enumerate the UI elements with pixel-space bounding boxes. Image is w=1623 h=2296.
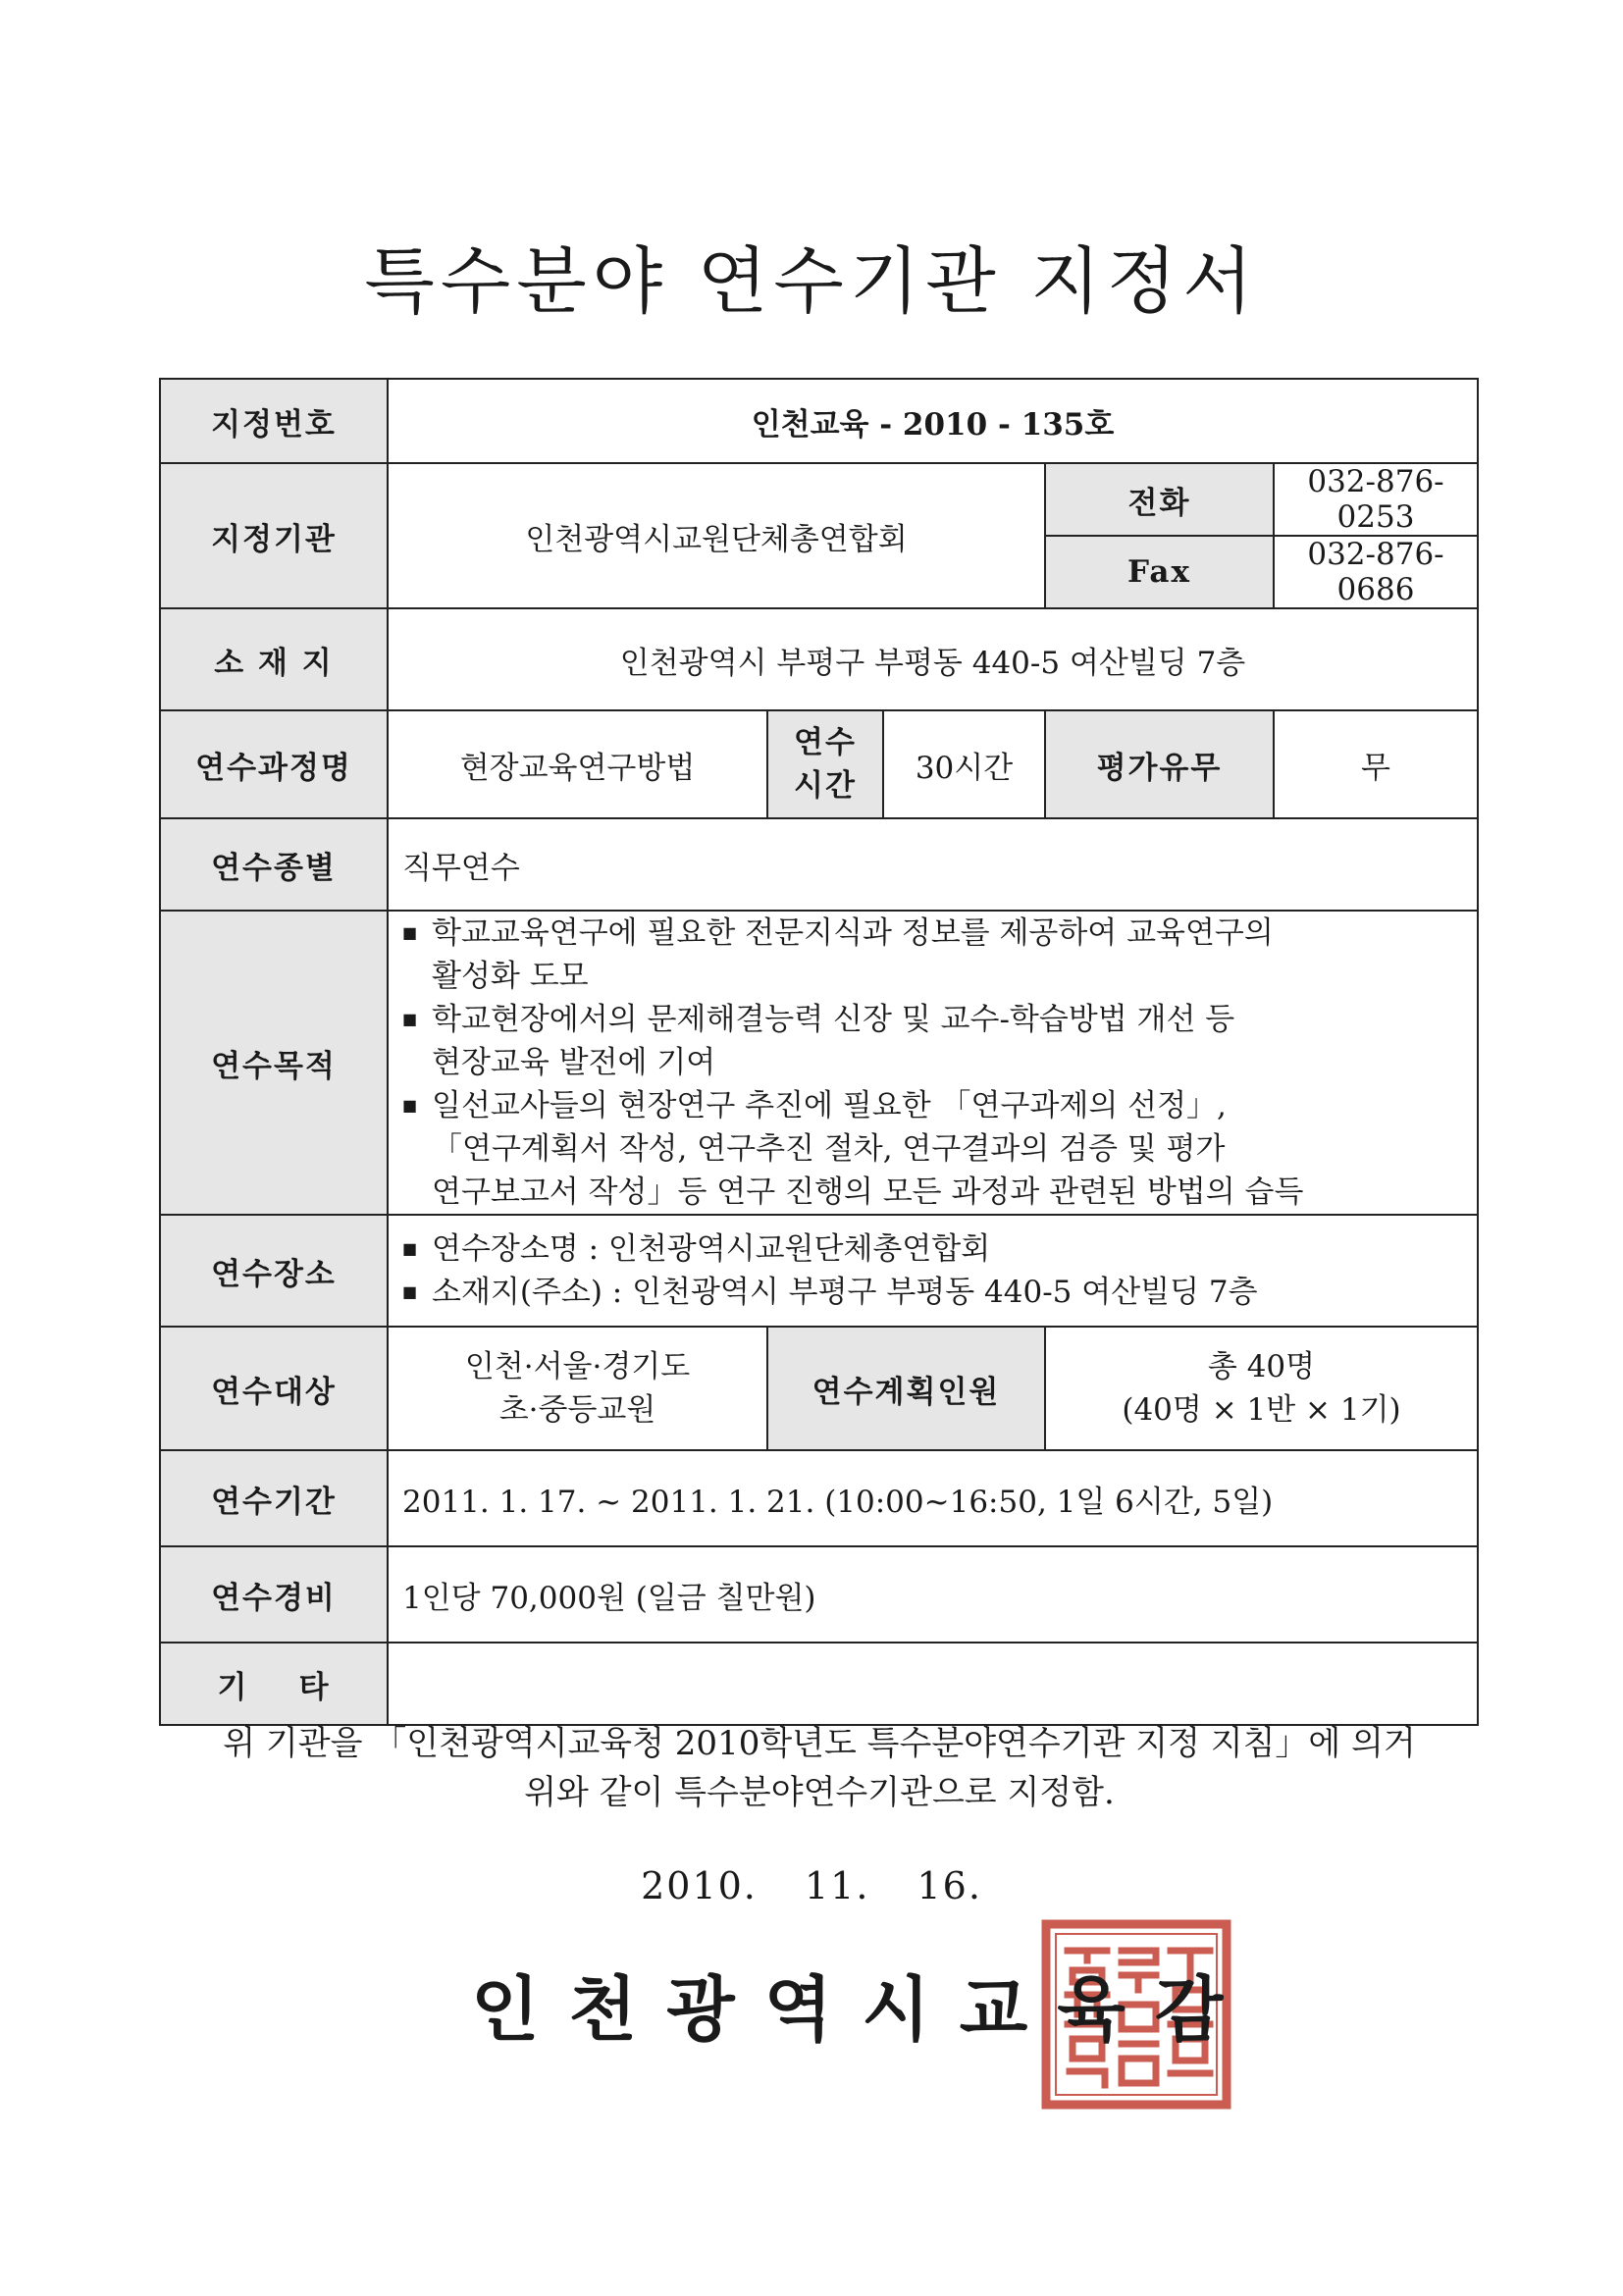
row-period bbox=[160, 1450, 1478, 1546]
purpose-item-2 bbox=[402, 998, 1471, 1084]
venue-item-address: ■ 소재지(주소) : 인천광역시 부평구 부평동 440-5 여산빌딩 7층 bbox=[402, 1271, 1471, 1314]
label-type: 연수종별 bbox=[160, 818, 388, 911]
value-hours: 30시간 bbox=[883, 710, 1045, 818]
purpose-item-3-line-1: ■ 일선교사들의 현장연구 추진에 필요한 「연구과제의 선정」, bbox=[432, 1088, 1227, 1123]
issue-date: 2010. 11. 16. bbox=[641, 1864, 982, 1907]
value-cost: 1인당 70,000원 (일금 칠만원) bbox=[388, 1546, 1478, 1643]
label-course: 연수과정명 bbox=[160, 710, 388, 818]
value-address: 인천광역시 부평구 부평동 440-5 여산빌딩 7층 bbox=[388, 608, 1478, 710]
row-institution bbox=[160, 463, 1478, 536]
value-target-line-2: 초·중등교원 bbox=[498, 1392, 656, 1428]
value-designation-no: 인천교육 - 2010 - 135호 bbox=[388, 379, 1478, 463]
value-type: 직무연수 bbox=[388, 818, 1478, 911]
purpose-item-1 bbox=[402, 912, 1471, 998]
label-hours-line1: 연수 bbox=[794, 725, 857, 760]
designation-statement bbox=[157, 1719, 1482, 1817]
label-hours-line2: 시간 bbox=[794, 768, 857, 804]
value-phone: 032-876-0253 bbox=[1274, 463, 1478, 536]
row-type bbox=[160, 818, 1478, 911]
purpose-item-3 bbox=[402, 1084, 1471, 1214]
row-target bbox=[160, 1327, 1478, 1450]
value-target-line-1: 인천·서울·경기도 bbox=[464, 1349, 691, 1384]
value-fax: 032-876-0686 bbox=[1274, 536, 1478, 608]
row-purpose bbox=[160, 911, 1478, 1215]
label-target: 연수대상 bbox=[160, 1327, 388, 1450]
label-purpose: 연수목적 bbox=[160, 911, 388, 1215]
value-target bbox=[388, 1327, 767, 1450]
statement-line-2: 위와 같이 특수분야연수기관으로 지정함. bbox=[524, 1773, 1115, 1812]
purpose-item-2-line-1: ■ 학교현장에서의 문제해결능력 신장 및 교수-학습방법 개선 등 bbox=[432, 1002, 1235, 1037]
label-address: 소 재 지 bbox=[160, 608, 388, 710]
label-planned: 연수계획인원 bbox=[767, 1327, 1045, 1450]
label-cost: 연수경비 bbox=[160, 1546, 388, 1643]
purpose-item-3-line-3: 연구보고서 작성」등 연구 진행의 모든 과정과 관련된 방법의 습득 bbox=[432, 1174, 1304, 1210]
value-purpose bbox=[388, 911, 1478, 1215]
row-address bbox=[160, 608, 1478, 710]
value-other bbox=[388, 1643, 1478, 1725]
row-venue bbox=[160, 1215, 1478, 1327]
purpose-item-3-line-2: 「연구계획서 작성, 연구추진 절차, 연구결과의 검증 및 평가 bbox=[432, 1131, 1226, 1167]
label-eval: 평가유무 bbox=[1045, 710, 1274, 818]
row-designation-no bbox=[160, 379, 1478, 463]
row-cost bbox=[160, 1546, 1478, 1643]
label-designation-no: 지정번호 bbox=[160, 379, 388, 463]
purpose-item-1-line-2: 활성화 도모 bbox=[432, 959, 589, 994]
value-eval: 무 bbox=[1274, 710, 1478, 818]
document-title: 특수분야 연수기관 지정서 bbox=[364, 239, 1259, 324]
label-phone: 전화 bbox=[1045, 463, 1274, 536]
label-institution: 지정기관 bbox=[160, 463, 388, 608]
value-planned-line-2: (40명 × 1반 × 1기) bbox=[1122, 1392, 1401, 1428]
row-other bbox=[160, 1643, 1478, 1725]
label-other: 기 타 bbox=[160, 1643, 388, 1725]
purpose-item-1-line-1: ■ 학교교육연구에 필요한 전문지식과 정보를 제공하여 교육연구의 bbox=[432, 915, 1274, 951]
venue-list bbox=[389, 1227, 1477, 1314]
designation-form-table bbox=[159, 378, 1479, 1726]
label-fax: Fax bbox=[1045, 536, 1274, 608]
purpose-list bbox=[389, 912, 1477, 1214]
purpose-item-2-line-2: 현장교육 발전에 기여 bbox=[432, 1045, 716, 1080]
value-period: 2011. 1. 17. ~ 2011. 1. 21. (10:00~16:50, 1일 6시간, 5일) bbox=[388, 1450, 1478, 1546]
label-venue: 연수장소 bbox=[160, 1215, 388, 1327]
venue-item-name: ■ 연수장소명 : 인천광역시교원단체총연합회 bbox=[402, 1227, 1471, 1271]
value-institution: 인천광역시교원단체총연합회 bbox=[388, 463, 1045, 608]
row-course bbox=[160, 710, 1478, 818]
value-planned bbox=[1045, 1327, 1478, 1450]
issuer-name: 인천광역시교육감 bbox=[471, 1967, 1253, 2051]
value-planned-line-1: 총 40명 bbox=[1207, 1349, 1316, 1384]
value-venue bbox=[388, 1215, 1478, 1327]
label-hours bbox=[767, 710, 883, 818]
statement-line-1: 위 기관을 「인천광역시교육청 2010학년도 특수분야연수기관 지정 지침」에 의거 bbox=[223, 1724, 1416, 1763]
label-period: 연수기간 bbox=[160, 1450, 388, 1546]
value-course: 현장교육연구방법 bbox=[388, 710, 767, 818]
